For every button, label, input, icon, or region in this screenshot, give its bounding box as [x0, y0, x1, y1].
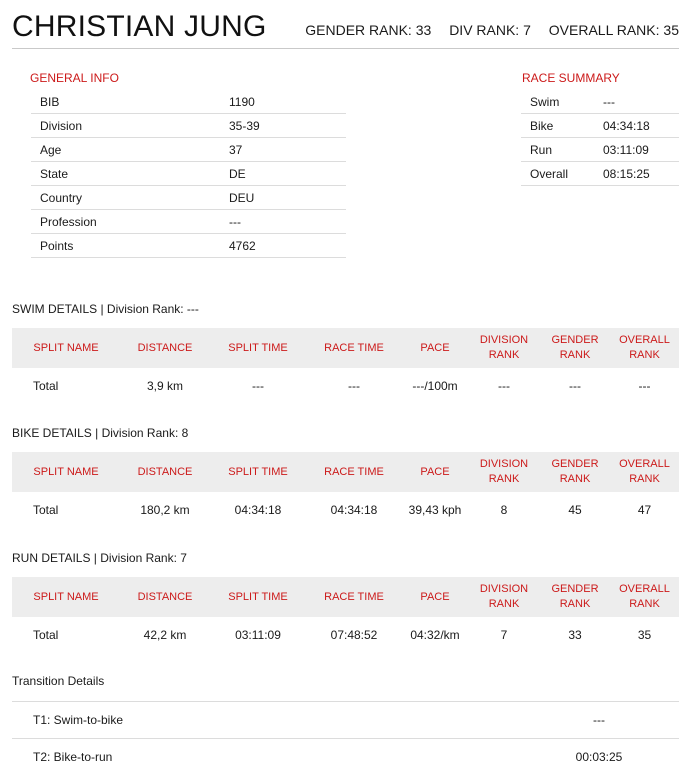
info-row-bib	[31, 90, 346, 114]
col-race-time: RACE TIME	[324, 465, 384, 478]
athlete-header	[12, 8, 679, 49]
pace: 39,43 kph	[408, 503, 462, 517]
info-value: 35-39	[229, 114, 346, 138]
info-value: ---	[229, 210, 346, 234]
pace: ---/100m	[412, 379, 458, 393]
info-label: Division	[31, 114, 229, 138]
run-total-row	[12, 617, 679, 653]
split-name: Total	[33, 628, 59, 642]
general-info-table	[31, 90, 346, 258]
overall-rank: OVERALL RANK: 35	[548, 22, 679, 38]
col-distance: DISTANCE	[137, 590, 193, 603]
info-row-profession	[31, 210, 346, 234]
col-pace: PACE	[420, 590, 450, 603]
swim-header-row	[12, 328, 679, 368]
race-summary-table	[521, 90, 679, 186]
col-gender-rank: GENDER RANK	[551, 458, 599, 485]
info-row-state	[31, 162, 346, 186]
info-label: Age	[31, 138, 229, 162]
general-info-title: GENERAL INFO	[30, 71, 119, 85]
col-distance: DISTANCE	[137, 465, 193, 478]
info-row-points	[31, 234, 346, 258]
transition-time: 00:03:25	[575, 750, 623, 764]
gender-rank: GENDER RANK: 33	[305, 22, 432, 38]
division-rank: 7	[500, 628, 508, 642]
bike-details-title: BIKE DETAILS | Division Rank: 8	[12, 426, 189, 440]
col-split-name: SPLIT NAME	[33, 341, 99, 354]
col-distance: DISTANCE	[137, 341, 193, 354]
split-name: Total	[33, 379, 59, 393]
col-division-rank: DIVISION RANK	[479, 583, 529, 610]
gender-rank: ---	[569, 379, 581, 393]
col-split-name: SPLIT NAME	[33, 590, 99, 603]
info-value: 37	[229, 138, 346, 162]
split-time: 03:11:09	[235, 628, 281, 642]
race-summary-title: RACE SUMMARY	[522, 71, 620, 85]
info-row-division	[31, 114, 346, 138]
bike-header-row	[12, 452, 679, 492]
info-label: BIB	[31, 90, 229, 114]
transition-table	[12, 701, 679, 775]
col-overall-rank: OVERALL RANK	[619, 458, 670, 485]
athlete-name: CHRISTIAN JUNG	[12, 10, 267, 43]
swim-total-row	[12, 368, 679, 404]
bike-total-row	[12, 492, 679, 528]
distance: 42,2 km	[143, 628, 187, 642]
col-split-time: SPLIT TIME	[228, 341, 288, 354]
col-race-time: RACE TIME	[324, 341, 384, 354]
swim-splits-table	[12, 328, 679, 404]
gender-rank: 33	[568, 628, 582, 642]
summary-value: 04:34:18	[603, 114, 679, 138]
run-details-title: RUN DETAILS | Division Rank: 7	[12, 551, 187, 565]
col-pace: PACE	[420, 341, 450, 354]
col-split-time: SPLIT TIME	[228, 590, 288, 603]
split-time: 04:34:18	[234, 503, 282, 517]
transition-row-t1	[12, 702, 679, 739]
bike-splits-table	[12, 452, 679, 528]
summary-label: Bike	[521, 114, 603, 138]
division-rank: 8	[500, 503, 508, 517]
distance: 3,9 km	[146, 379, 183, 393]
info-value: DE	[229, 162, 346, 186]
summary-label: Swim	[521, 90, 603, 114]
overall-rank: ---	[638, 379, 651, 393]
run-header-row	[12, 577, 679, 617]
split-time: ---	[252, 379, 264, 393]
col-overall-rank: OVERALL RANK	[619, 334, 670, 361]
info-value: 1190	[229, 90, 346, 114]
race-time: 04:34:18	[330, 503, 378, 517]
division-rank: ---	[498, 379, 510, 393]
col-gender-rank: GENDER RANK	[551, 583, 599, 610]
summary-row-swim	[521, 90, 679, 114]
swim-details-title: SWIM DETAILS | Division Rank: ---	[12, 302, 199, 316]
info-value: 4762	[229, 234, 346, 258]
division-rank: DIV RANK: 7	[449, 22, 531, 38]
col-division-rank: DIVISION RANK	[479, 334, 529, 361]
summary-row-bike	[521, 114, 679, 138]
col-race-time: RACE TIME	[324, 590, 384, 603]
run-splits-table	[12, 577, 679, 653]
summary-label: Run	[521, 138, 603, 162]
overall-rank: 47	[637, 503, 652, 517]
info-label: Points	[31, 234, 229, 258]
col-split-time: SPLIT TIME	[228, 465, 288, 478]
summary-label: Overall	[521, 162, 603, 186]
race-time: ---	[348, 379, 360, 393]
transition-name: T1: Swim-to-bike	[33, 713, 124, 727]
info-value: DEU	[229, 186, 346, 210]
col-split-name: SPLIT NAME	[33, 465, 99, 478]
info-label: Profession	[31, 210, 229, 234]
summary-value: 08:15:25	[603, 162, 679, 186]
distance: 180,2 km	[140, 503, 190, 517]
info-label: Country	[31, 186, 229, 210]
summary-row-run	[521, 138, 679, 162]
summary-value: ---	[603, 90, 679, 114]
col-division-rank: DIVISION RANK	[479, 458, 529, 485]
transition-time: ---	[593, 713, 605, 727]
pace: 04:32/km	[410, 628, 460, 642]
race-time: 07:48:52	[330, 628, 378, 642]
transition-name: T2: Bike-to-run	[33, 750, 113, 764]
summary-row-overall	[521, 162, 679, 186]
summary-value: 03:11:09	[603, 138, 679, 162]
transition-details-title: Transition Details	[12, 674, 105, 688]
info-row-age	[31, 138, 346, 162]
transition-row-t2	[12, 739, 679, 776]
rank-summary	[291, 22, 679, 38]
overall-rank: 35	[637, 628, 652, 642]
col-pace: PACE	[420, 465, 450, 478]
col-gender-rank: GENDER RANK	[551, 334, 599, 361]
info-label: State	[31, 162, 229, 186]
info-row-country	[31, 186, 346, 210]
gender-rank: 45	[568, 503, 582, 517]
split-name: Total	[33, 503, 59, 517]
col-overall-rank: OVERALL RANK	[619, 583, 670, 610]
